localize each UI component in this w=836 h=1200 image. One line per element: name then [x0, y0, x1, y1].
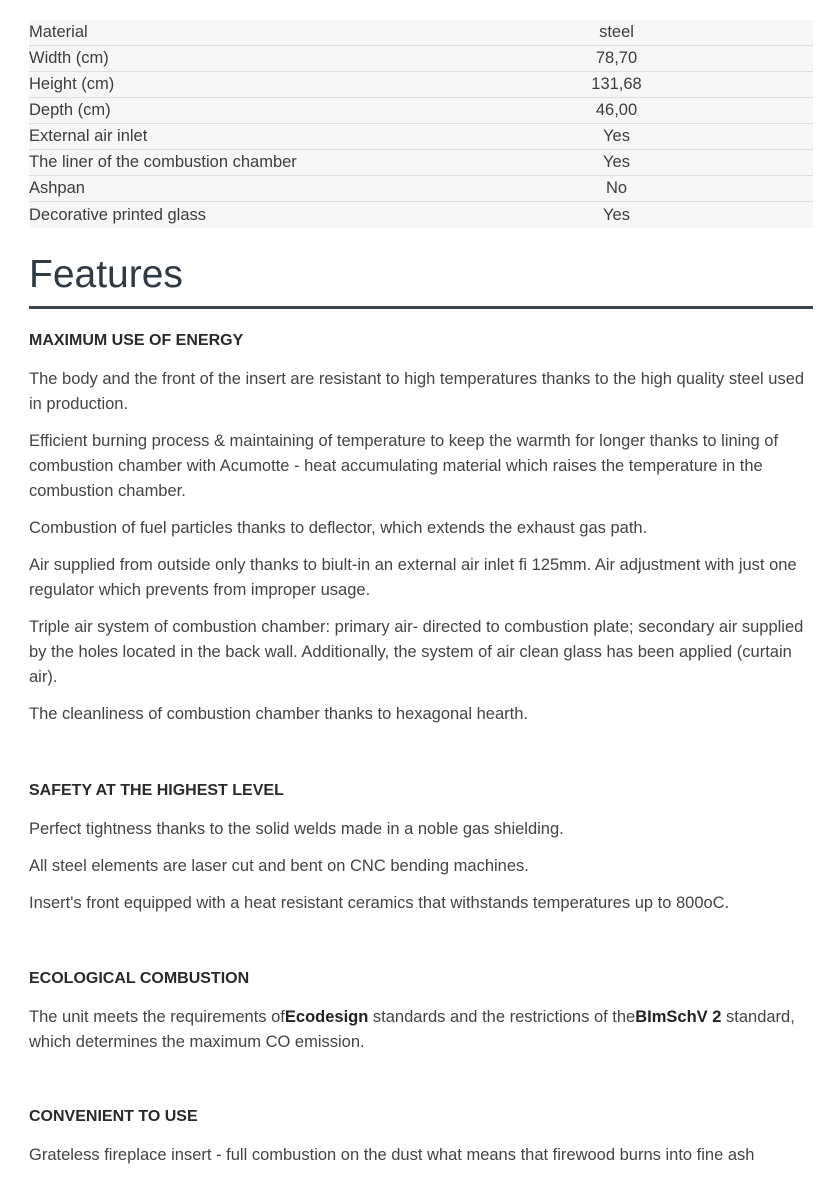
spec-table: [29, 20, 813, 228]
spec-value: Yes: [603, 127, 630, 145]
spec-label: The liner of the combustion chamber: [29, 153, 297, 171]
spec-label: External air inlet: [29, 127, 148, 145]
spec-label: Height (cm): [29, 75, 115, 93]
features-content: [29, 330, 813, 1164]
features-heading: Features: [29, 253, 183, 296]
spec-label: Width (cm): [29, 49, 109, 67]
spec-row: [29, 176, 813, 202]
spec-row: [29, 46, 813, 72]
spec-value: steel: [599, 23, 634, 41]
paragraph: [29, 1005, 813, 1055]
paragraph: Air supplied from outside only thanks to biult-in an external air inlet fi 125mm. Air adjustment with just one regulator which prevents from improper usage.: [29, 556, 797, 599]
section-title: CONVENIENT TO USE: [29, 1108, 198, 1125]
spec-row: [29, 98, 813, 124]
spec-label: Decorative printed glass: [29, 205, 207, 224]
spec-row: [29, 124, 813, 150]
spec-value: Yes: [603, 153, 630, 171]
spec-row: [29, 20, 813, 46]
section-title: MAXIMUM USE OF ENERGY: [29, 332, 244, 349]
spec-value: No: [605, 179, 628, 197]
paragraph: Grateless fireplace insert - full combustion on the dust what means that firewood burns into fine ash: [29, 1146, 755, 1164]
spec-row: [29, 72, 813, 98]
spec-value: Yes: [603, 205, 630, 224]
spec-value: 131,68: [591, 75, 642, 93]
spec-label: Ashpan: [29, 179, 85, 197]
spec-row: [29, 150, 813, 176]
eco-text-3: standard, which determines the maximum CO emission.: [29, 1008, 795, 1051]
eco-text-1: The unit meets the requirements of: [29, 1008, 285, 1026]
eco-text-2: standards and the restrictions of the: [368, 1008, 636, 1026]
bimschv-bold: BImSchV 2: [635, 1008, 722, 1026]
paragraph: Triple air system of combustion chamber: primary air- directed to combustion plate; secondary air supplied by the holes located in the back wall. Additionally, the system of air clean glass has been applied (curtain air).: [29, 618, 804, 686]
paragraph: The cleanliness of combustion chamber thanks to hexagonal hearth.: [29, 705, 528, 723]
spec-value: 46,00: [595, 101, 638, 119]
spec-label: Material: [29, 23, 88, 41]
paragraph: All steel elements are laser cut and bent on CNC bending machines.: [29, 857, 529, 875]
paragraph: Combustion of fuel particles thanks to deflector, which extends the exhaust gas path.: [29, 519, 648, 537]
section-safety: [29, 780, 813, 928]
paragraph: Efficient burning process & maintaining of temperature to keep the warmth for longer thanks to lining of combustion chamber with Acumotte - heat accumulating material which raises the temperature in the combustion chamber.: [29, 432, 779, 500]
paragraph: Insert's front equipped with a heat resistant ceramics that withstands temperatures up to 800oC.: [29, 894, 730, 912]
spec-value: 78,70: [595, 49, 638, 67]
spec-label: Depth (cm): [29, 101, 111, 119]
section-energy: [29, 330, 813, 727]
section-ecological: [29, 968, 813, 1055]
features-divider: [29, 306, 813, 309]
section-title: SAFETY AT THE HIGHEST LEVEL: [29, 782, 284, 799]
ecodesign-bold: Ecodesign: [284, 1008, 369, 1026]
paragraph: The body and the front of the insert are resistant to high temperatures thanks to the high quality steel used in production.: [29, 370, 805, 413]
section-title: ECOLOGICAL COMBUSTION: [29, 970, 250, 987]
paragraph: Perfect tightness thanks to the solid welds made in a noble gas shielding.: [29, 820, 564, 838]
spec-row: [29, 202, 813, 228]
section-convenient: [29, 1106, 813, 1168]
